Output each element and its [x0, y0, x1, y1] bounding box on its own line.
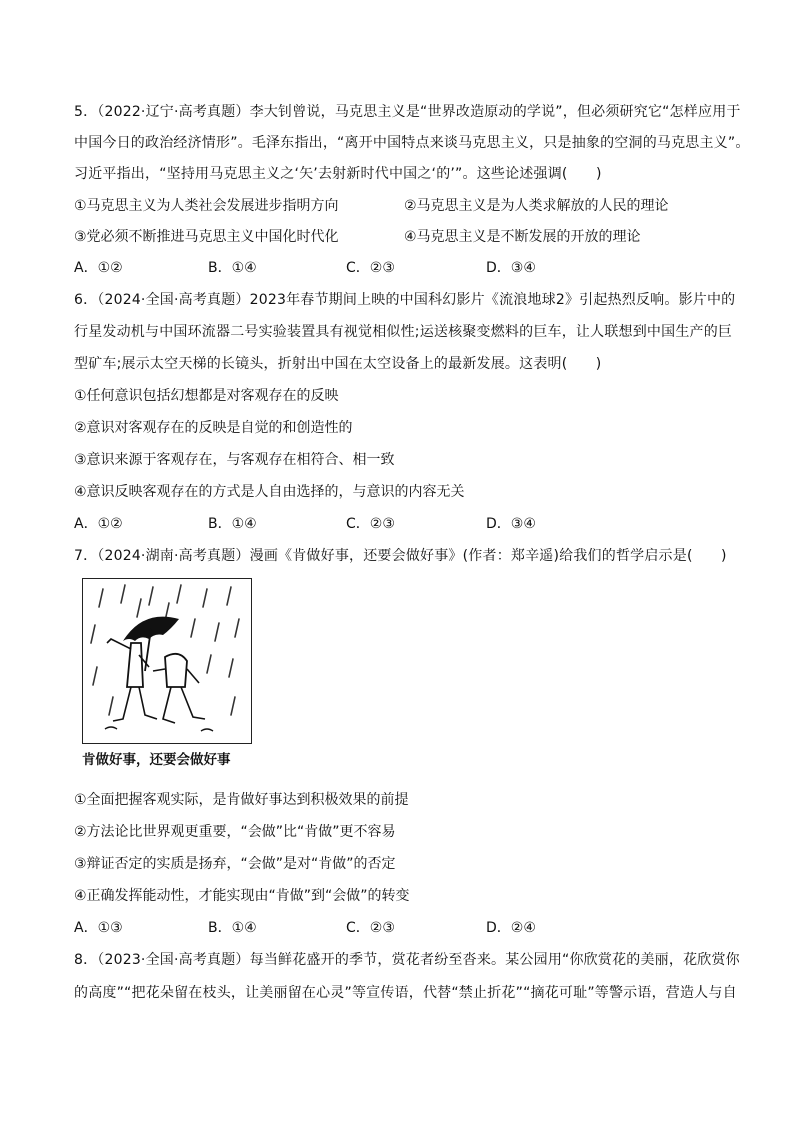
cartoon-image: [82, 578, 252, 744]
q5-stem-line-2: 中国今日的政治经济情形”。毛泽东指出，“离开中国特点来谈马克思主义，只是抽象的空洞的马克思主义”。: [74, 135, 750, 151]
q5-option-c[interactable]: C．②③: [346, 260, 395, 276]
q6-option-d[interactable]: D．③④: [486, 516, 536, 532]
q7-stem-line-1: 7．（2024·湖南·高考真题）漫画《肯做好事，还要会做好事》(作者：郑辛遥)给我们的哲学启示是( ): [74, 548, 727, 564]
q6-stem-line-3: 型矿车;展示太空天梯的长镜头，折射出中国在太空设备上的最新发展。这表明( ): [74, 356, 602, 372]
q5-statement-1: ①马克思主义为人类社会发展进步指明方向: [74, 198, 339, 214]
q5-statement-2: ②马克思主义是为人类求解放的人民的理论: [404, 198, 669, 214]
q6-option-a[interactable]: A．①②: [74, 516, 123, 532]
q5-option-d[interactable]: D．③④: [486, 260, 536, 276]
q6-stem-line-1: 6．（2024·全国·高考真题）2023年春节期间上映的中国科幻影片《流浪地球2》引起热烈反响。影片中的: [74, 292, 736, 308]
q5-option-b[interactable]: B．①④: [208, 260, 257, 276]
q5-statement-3: ③党必须不断推进马克思主义中国化时代化: [74, 229, 339, 245]
q7-option-c[interactable]: C．②③: [346, 920, 395, 936]
q8-stem-line-2: 的高度”“把花朵留在枝头，让美丽留在心灵”等宣传语，代替“禁止折花”“摘花可耻”等警示语，营造人与自: [74, 985, 737, 1001]
q6-option-c[interactable]: C．②③: [346, 516, 395, 532]
q5-stem-line-1: 5．（2022·辽宁·高考真题）李大钊曾说，马克思主义是“世界改造原动的学说”，但必须研究它“怎样应用于: [74, 104, 741, 120]
q7-statement-4: ④正确发挥能动性，才能实现由“肯做”到“会做”的转变: [74, 888, 410, 904]
q7-option-b[interactable]: B．①④: [208, 920, 257, 936]
q6-stem-line-2: 行星发动机与中国环流器二号实验装置具有视觉相似性;运送核聚变燃料的巨车，让人联想到中国生产的巨: [74, 324, 733, 340]
q6-option-b[interactable]: B．①④: [208, 516, 257, 532]
cartoon-caption: 肯做好事，还要会做好事: [82, 752, 231, 768]
q5-option-a[interactable]: A．①②: [74, 260, 123, 276]
q7-statement-2: ②方法论比世界观更重要，“会做”比“肯做”更不容易: [74, 824, 396, 840]
q6-statement-4: ④意识反映客观存在的方式是人自由选择的，与意识的内容无关: [74, 484, 465, 500]
q5-statement-4: ④马克思主义是不断发展的开放的理论: [404, 229, 641, 245]
q7-option-a[interactable]: A．①③: [74, 920, 123, 936]
q5-stem-line-3: 习近平指出，“坚持用马克思主义之‘矢’去射新时代中国之‘的’”。这些论述强调( ): [74, 166, 602, 182]
q7-option-d[interactable]: D．②④: [486, 920, 536, 936]
q6-statement-1: ①任何意识包括幻想都是对客观存在的反映: [74, 388, 339, 404]
q7-statement-1: ①全面把握客观实际，是肯做好事达到积极效果的前提: [74, 792, 409, 808]
q6-statement-2: ②意识对客观存在的反映是自觉的和创造性的: [74, 420, 353, 436]
q6-statement-3: ③意识来源于客观存在，与客观存在相符合、相一致: [74, 452, 395, 468]
q7-statement-3: ③辩证否定的实质是扬弃，“会做”是对“肯做”的否定: [74, 856, 396, 872]
cartoon-drawing: [83, 579, 250, 742]
q8-stem-line-1: 8．（2023·全国·高考真题）每当鲜花盛开的季节，赏花者纷至沓来。某公园用“你欣赏花的美丽，花欣赏你: [74, 952, 740, 968]
